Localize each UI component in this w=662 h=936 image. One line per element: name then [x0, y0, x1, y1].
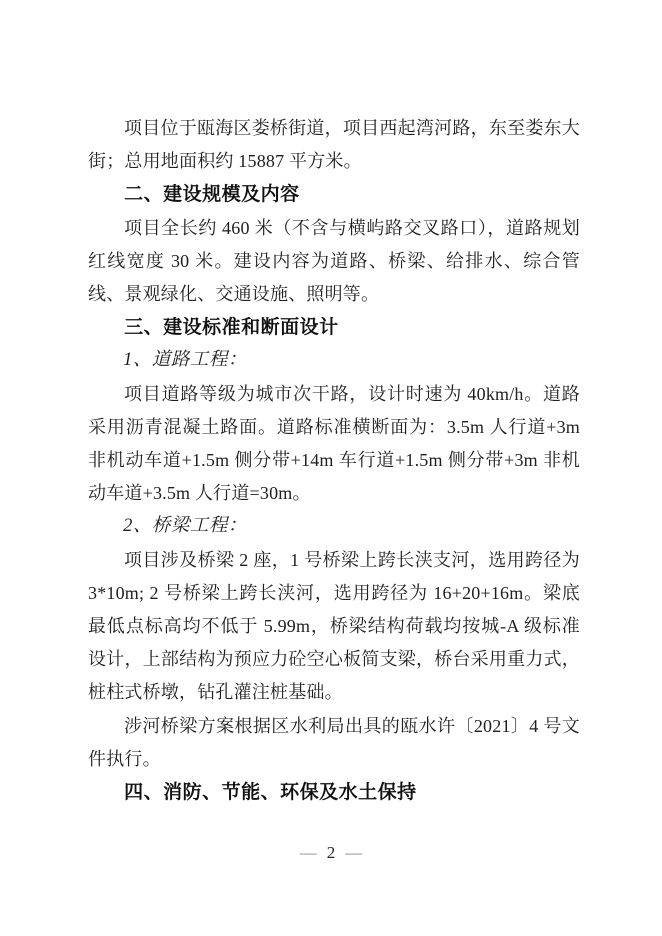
- bridge-works-paragraph: 项目涉及桥梁 2 座，1 号桥梁上跨长浃支河，选用跨径为 3*10m; 2 号桥梁上跨长浃河，选用跨径为 16+20+16m。梁底最低点标高均不低于 5.99m，桥梁结构荷载均按城-A 级标准设计，上部结构为预应力砼空心板简支梁，桥台采用重力式，桩柱式桥墩，钻孔灌注桩基础。: [88, 549, 580, 703]
- road-works-paragraph: 项目道路等级为城市次干路，设计时速为 40km/h。道路采用沥青混凝土路面。道路标准横断面为：3.5m 人行道+3m 非机动车道+1.5m 侧分带+14m 车行道+1.5m 侧分带+3m 非机动车道+3.5m 人行道=30m。: [88, 383, 580, 504]
- page-footer: [0, 842, 662, 864]
- page-number: 2: [326, 843, 336, 862]
- page-number-dash-right: —: [345, 843, 363, 862]
- document-body: [88, 112, 580, 809]
- road-works-subheading: 1、道路工程：: [123, 350, 247, 371]
- section-2-heading: 二、建设规模及内容: [124, 184, 300, 206]
- section-4-heading: 四、消防、节能、环保及水土保持: [124, 782, 417, 804]
- section-3-heading: 三、建设标准和断面设计: [124, 317, 339, 339]
- page-number-dash-left: —: [299, 843, 317, 862]
- bridge-works-subheading: 2、桥梁工程：: [123, 516, 247, 537]
- section-2-paragraph: 项目全长约 460 米（不含与横屿路交叉路口），道路规划红线宽度 30 米。建设内容为道路、桥梁、给排水、综合管线、景观绿化、交通设施、照明等。: [88, 217, 580, 305]
- intro-paragraph: 项目位于瓯海区娄桥街道，项目西起湾河路，东至娄东大街；总用地面积约 15887 平方米。: [88, 118, 580, 172]
- bridge-approval-paragraph: 涉河桥梁方案根据区水利局出具的瓯水许〔2021〕4 号文件执行。: [88, 715, 580, 769]
